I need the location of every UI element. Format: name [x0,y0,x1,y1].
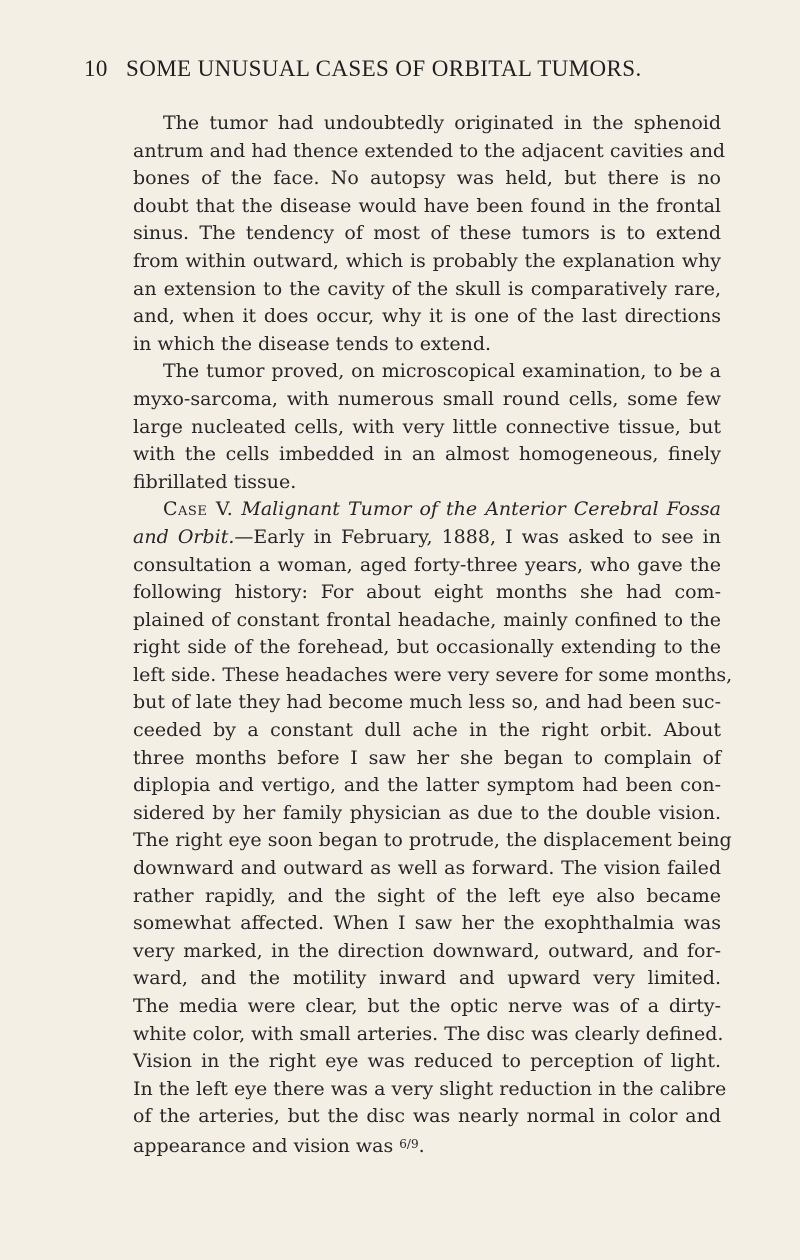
case-heading-line [133,496,721,524]
text-fragment: . [418,1134,425,1157]
text-line: Vision in the right eye was reduced to perception of light. [133,1050,721,1073]
page-number: 10 [84,56,108,81]
text-line: of the arteries, but the disc was nearly normal in color and [133,1105,721,1128]
running-title: SOME UNUSUAL CASES OF ORBITAL TUMORS. [126,56,642,81]
text-line: The tumor proved, on microscopical examination, to be a [163,360,721,383]
text-line: bones of the face. No autopsy was held, but there is no [133,167,721,190]
text-line: The right eye soon began to protrude, the displacement being [133,829,732,852]
text-line: sidered by her family physician as due to the double vision. [133,801,721,824]
text-line: very marked, in the direction downward, outward, and for- [133,939,721,962]
text-line: in which the disease tends to extend. [133,332,492,355]
text-line: following history: For about eight months she had com- [133,581,721,604]
text-line: right side of the forehead, but occasionally extending to the [133,636,721,659]
text-line: plained of constant frontal headache, mainly confined to the [133,608,721,631]
text-line: an extension to the cavity of the skull is comparatively rare, [133,277,721,300]
text-line: The media were clear, but the optic nerve was of a dirty- [133,995,721,1017]
text-line: consultation a woman, aged forty-three years, who gave the [133,553,721,576]
case-title-cont: and Orbit. [133,525,235,548]
text-line: fibrillated tissue. [133,470,297,493]
text-line-final [133,1131,721,1159]
text-fragment: —Early in February, 1888, I was asked to see in [234,525,721,548]
text-line: downward and outward as well as forward. The vision failed [133,857,721,880]
text-line: left side. These headaches were very severe for some months, [133,663,733,686]
text-line: white color, with small arteries. The disc was clearly defined. [133,1022,724,1045]
text-line: rather rapidly, and the sight of the left eye also became [133,884,721,907]
text-line: from within outward, which is probably the explanation why [133,249,721,272]
text-line: antrum and had thence extended to the adjacent cavities and [133,139,726,162]
text-line: ward, and the motility inward and upward very limited. [133,967,721,990]
case-label: Case V. [163,498,234,521]
text-line: diplopia and vertigo, and the latter symptom had been con- [133,774,721,797]
case-heading-line-2 [133,524,721,552]
text-fragment: appearance and vision was [133,1134,400,1157]
text-line: large nucleated cells, with very little connective tissue, but [133,415,721,438]
case-title: Malignant Tumor of the Anterior Cerebral Fossa [241,498,721,521]
body-text [133,110,733,1159]
text-line: and, when it does occur, why it is one of the last directions [133,305,721,328]
vision-fraction: 6/9 [399,1136,419,1151]
text-line: but of late they had become much less so, and had been suc- [133,691,721,714]
text-line: In the left eye there was a very slight reduction in the calibre [133,1077,727,1100]
text-line: doubt that the disease would have been found in the frontal [133,194,721,217]
text-line: somewhat affected. When I saw her the exophthalmia was [133,912,721,935]
text-line: The tumor had undoubtedly originated in the sphenoid [163,112,721,134]
text-line: ceeded by a constant dull ache in the right orbit. About [133,719,721,742]
text-line: three months before I saw her she began to complain of [133,746,721,769]
text-line: myxo-sarcoma, with numerous small round cells, some few [133,387,721,410]
text-line: sinus. The tendency of most of these tumors is to extend [133,222,721,245]
running-head [84,56,724,88]
text-line: with the cells imbedded in an almost homogeneous, finely [133,443,721,466]
